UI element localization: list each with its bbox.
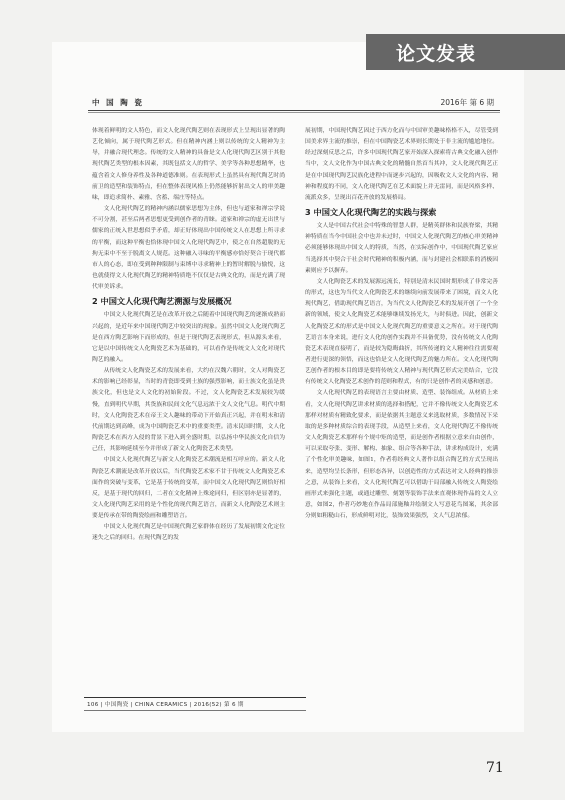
paragraph: 中国文人化现代陶艺是在改革开放之后随着中国现代陶艺的逐渐成熟而兴起的，是近年来中国现代陶艺中较突出的现象。虽然中国文人化现代陶艺是在西方陶艺影响下而形成的，但是于现代陶艺表现形式，但从源头来看，它是以中国传统文人化陶瓷艺术为基础的，可以看作是传统文人文化对现代陶艺的融入。 [92, 312, 285, 363]
paragraph: 中国文人化现代陶艺与新文人化陶瓷艺术潮流是相互呼应的。新文人化陶瓷艺术潮流是改革开放以后，当代陶瓷艺术家不甘于传统文人化陶瓷艺术面作的突破与变革，它是基于传统的变革，而中国文人化现代陶艺则恰好相反，是基于现代的回归，二者在文化精神上殊途同归，但区别亦是显著的，文人化现代陶艺采用的是个性化的现代陶艺语言，而新文人化陶瓷艺术则主要是传承在带的陶瓷绘画和雕塑语言。 [92, 457, 285, 520]
section-heading: 3 中国文人化现代陶艺的实践与探索 [305, 207, 437, 218]
paragraph: 文人化陶瓷艺术的发展源远流长，特别是清末民国时期形成了非常完善的形式，这也为当代文人化陶瓷艺术的继续向前发展带来了困境，而文人化现代陶艺，借助现代陶艺语言，为当代文人化陶瓷艺术的发展开创了一个全新的领域，使文人化陶瓷艺术能够继续发扬光大，与时俱进。因此，创新文人化陶瓷艺术的形式是中国文人化现代陶艺的重要意义之所在。对于现代陶艺语言本身来说，进行文人化的创作实践并不具备优势，没有传统文人化陶瓷艺术表现直接明了，而是较为隐晦曲折，其所传递的文人精神往往需要观者进行更深的领悟，而这也恰是文人化现代陶艺的魅力所在。文人化现代陶艺创作者的根本目的即是要将传统文人精神与现代陶艺形式完美结合，它没有传统文人化陶瓷艺术创作的范则和程式，有的只是创作者的灵感和创意。 [305, 278, 498, 386]
running-header [88, 95, 500, 111]
footer-citation: 106 | 中国陶瓷 | CHINA CERAMICS | 2016(52) 第 6 期 [87, 702, 244, 708]
paragraph: 文人化现代陶艺的表现语言主要由材质、造型、装饰组成。从材质上来看，文人化现代陶艺讲求材质的选择和搭配，它并不像传统文人化陶瓷艺术那样对材质有精致化要求，而是依据其主题意义来选取材质，多数情况下采取的是多种材质综合的表现手段，从造型上来看，文人化现代陶艺不像传统文人化陶瓷艺术那样有个规中矩的造型，而是创作者根据立意来自由创作，可以采取夸张、变形、解构、抽象、组合等各种手法，讲求构成设计，充满了个性化审美趣味，如图1，作者将经典文人著作以组合陶艺的方式呈现出来，造型均呈长条形，但形态各异，以创造性的方式表达对文人经典的推崇之意，从装饰上来看，文人化现代陶艺可以借助于局部融入传统文人陶瓷绘画形式来强化主题，或通过雕塑、刻划等装饰手法来直观体现作品的文人立意，如图2，作者巧妙地在作品局部施釉并绘制文人写意花鸟图案，其余部分则如粗糙山石，形成鲜明对比，装饰效果强烈，文人气息浓郁。 [305, 390, 498, 520]
section-heading: 2 中国文人化现代陶艺溯源与发展概况 [92, 296, 232, 307]
page-number: 71 [486, 760, 504, 776]
right-column [305, 126, 498, 522]
paragraph: 文人是中国古代社会中特殊的智慧人群，是精英群体和民族脊梁，其精神特质在当今中国社会中也并未过时，中国文人化现代陶艺的核心审美精神必须能够体现出中国文人的特质，当然，在实际创作中，中国现代陶艺家应当选择其中契合于社会时代精神的积极内涵，而与封建社会相联系的消极因素则应予以摒弃。 [305, 223, 498, 274]
section-title: 论文发表 [396, 43, 477, 65]
paragraph: 体现着鲜明的文人特色，而文人化现代陶艺则在表现形式上呈现出显著的陶艺化倾向，属于现代陶艺形式。但在精神内涵上则以传统的文人精神为主导，并融合现代理念。传统的文人精神的具备是文人化现代陶艺区别于其他现代陶艺类型的根本因素，其既包括文人的哲学、美学等各种思想精华，也蕴含着文人修身养性及各种道德准则。在表现形式上虽然具有现代陶艺时尚前卫的造型和装饰特点，但在整体表现风格上仍然能够折射出文人的审美趣味，即追求简朴、素雅、含蓄、端庄等特点。 [92, 128, 285, 201]
header-rule [88, 110, 500, 111]
section-banner [366, 34, 565, 70]
page-footer [84, 697, 306, 711]
paragraph: 中国文人化现代陶艺是中国现代陶艺家群体在经历了发展初期文化定位迷失之后的回归。在现代陶艺的发 [92, 524, 285, 542]
paragraph: 展初期，中国现代陶艺因过于西方化而与中国审美趣味格格不入，尽管受到国美求界主流的推崇，但在中国陶瓷艺术界则长期处于非主流的尴尬地位。经过深刻反思之后，许多中国现代陶艺家开始深入探索将古典文化融入创作当中，文人文化作为中国古典文化的精髓自然首当其冲，文人化现代陶艺正是在中国现代陶艺民族化进程中而逐步兴起的，因吸收文人文化的内容、精神和程度的不同，文人化现代陶艺在艺术面貌上并无雷同，而是风格多样、流派众多，呈现出百花齐放的发展格局。 [305, 128, 498, 201]
journal-name: 中 国 陶 瓷 [92, 98, 144, 107]
paragraph: 文人化现代陶艺的精神内涵以儒家思想为主体，但也与道家和禅宗学说不可分割，甚至后两者思想更受到创作者的青睐。道家和禅宗的虚无出世与儒家的正统入世思想似乎矛盾，却正好体现出中国传统文人在思想上所寻求的平衡，而这种平衡也恰体现中国文人化现代陶艺中，使之在自然超脱的无拘无束中不至于脱离文人规范。这种融入寻味的平衡感亦恰好契合于现代都市人的心态，即在受到种种限制与束缚中寻求精神上的暂时解脱与愉悦，这也就使得文人化现代陶艺的精神特质绝不仅仅是古典文化的，而是充满了现代审美诉求。 [92, 206, 285, 291]
paragraph: 从传统文人化陶瓷艺术的发展来看，大约在汉魏六朝时，文人对陶瓷艺术的影响已经彰显，当时的青瓷即受到士族的强烈影响，而士族文化虽是贵族文化，但也是文人文化的初始阶段。不过，文人化陶瓷艺术发展较为缓慢，直到明代早期，其货族和民间文化气息远浓于文人文化气息。明代中期时，文人化陶瓷艺术在帝王文人趣味的带动下开始真正兴起，并在明末和清代前期达到高峰，成为中国陶瓷艺术中的重要类型。清末民国时期，文人化陶瓷艺术在西方入侵的背景下进入到全盛时期，以弘扬中华民族文化自信为己任，其影响延续至今并形成了新文人化陶瓷艺术类型。 [92, 368, 285, 453]
issue-label: 2016年 第 6 期 [440, 98, 494, 107]
header-rule-thin [88, 112, 500, 113]
left-column [92, 126, 285, 545]
